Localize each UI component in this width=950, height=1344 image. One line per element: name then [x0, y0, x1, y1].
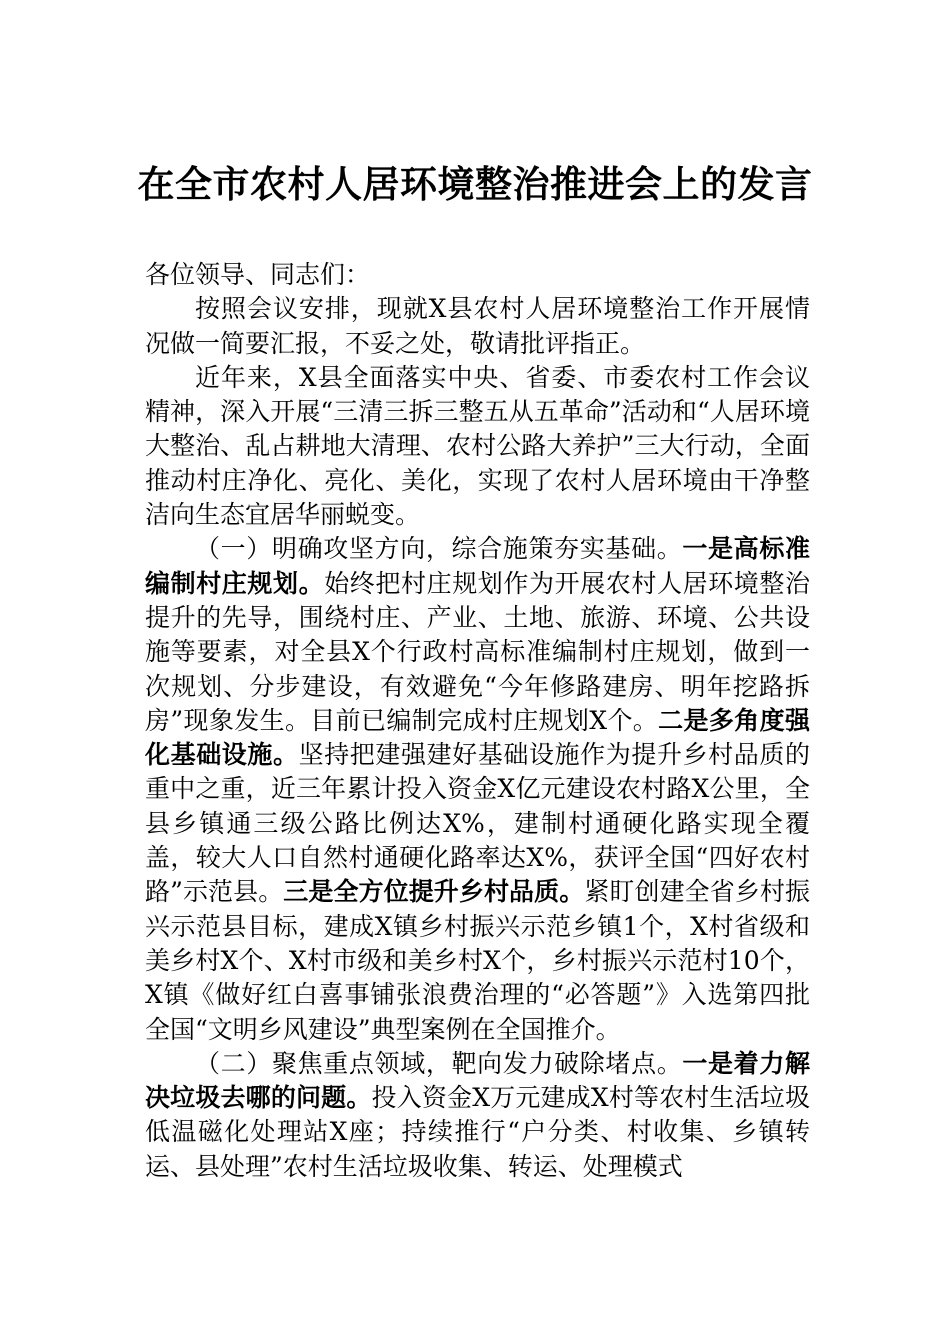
bold-heading-text: 一是高标准编制村庄规划。 [145, 534, 810, 598]
paragraph-text: 近年来，X县全面落实中央、省委、市委农村工作会议精神，深入开展“三清三拆三整五从五革命”活动和“人居环境大整治、乱占耕地大清理、农村公路大养护”三大行动，全面推动村庄净化、亮化、美化，实现了农村人居环境由干净整洁向生态宜居华丽蜕变。 [145, 362, 810, 530]
paragraph [145, 292, 810, 361]
paragraph-text: 投入资金X万元建成X村等农村生活垃圾低温磁化处理站X座；持续推行“户分类、村收集、乡镇转运、县处理”农村生活垃圾收集、转运、处理模式 [145, 1083, 810, 1181]
bold-heading-text: 一是着力解决垃圾去哪的问题。 [145, 1048, 810, 1113]
paragraph [145, 532, 810, 1046]
paragraph-text: 按照会议安排，现就X县农村人居环境整治工作开展情况做一简要汇报，不妥之处，敬请批评指正。 [145, 294, 810, 358]
document-body [145, 258, 810, 1184]
bold-heading-text: 二是多角度强化基础设施。 [145, 705, 810, 770]
paragraph-text: 始终把村庄规划作为开展农村人居环境整治提升的先导，围绕村庄、产业、土地、旅游、环境、公共设施等要素，对全县X个行政村高标准编制村庄规划，做到一次规划、分步建设，有效避免“今年修路建房、明年挖路拆房”现象发生。目前已编制完成村庄规划X个。 [145, 568, 810, 735]
salutation: 各位领导、同志们： [145, 260, 371, 289]
paragraph-text: 坚持把建强建好基础设施作为提升乡村品质的重中之重，近三年累计投入资金X亿元建设农村路X公里，全县乡镇通三级公路比例达X%，建制村通硬化路实现全覆盖，较大人口自然村通硬化路率达X%，获评全国“四好农村路”示范县。 [145, 740, 810, 907]
document-title: 在全市农村人居环境整治推进会上的发言 [137, 162, 813, 206]
bold-heading-text: 三是全方位提升乡村品质。 [283, 877, 585, 907]
paragraph [145, 361, 810, 532]
paragraph [145, 1047, 810, 1184]
paragraph-text: （一）明确攻坚方向，综合施策夯实基础。 [195, 534, 683, 564]
paragraph-text: （二）聚焦重点领域，靶向发力破除堵点。 [195, 1048, 683, 1078]
paragraph-text: 紧盯创建全省乡村振兴示范县目标，建成X镇乡村振兴示范乡镇1个，X村省级和美乡村X个、X村市级和美乡村X个，乡村振兴示范村10个，X镇《做好红白喜事铺张浪费治理的“必答题”》入选第四批全国“文明乡风建设”典型案例在全国推介。 [145, 877, 810, 1044]
